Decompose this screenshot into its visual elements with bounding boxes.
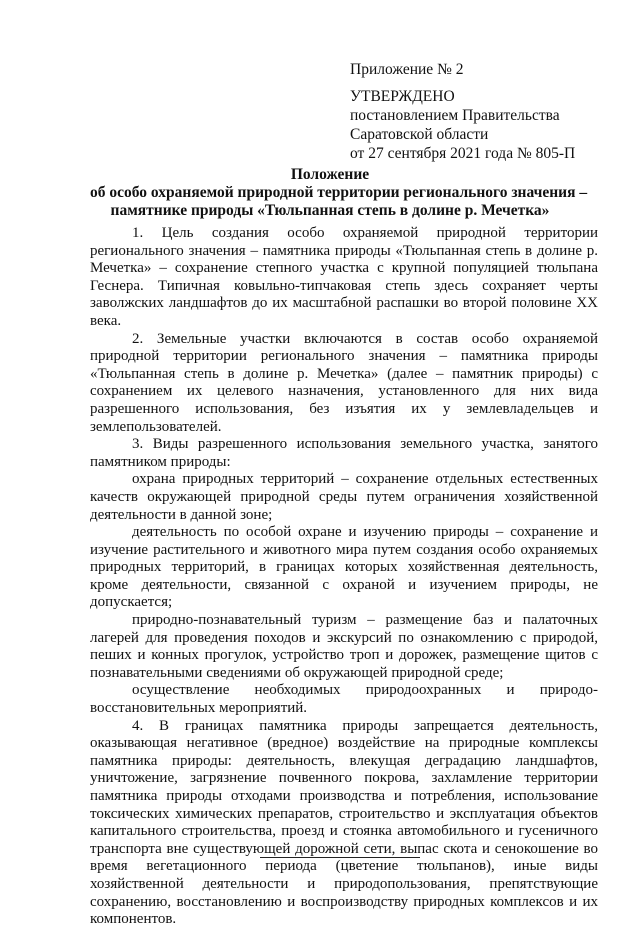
title-line-2: об особо охраняемой природной территории регионального значения – [90,184,588,201]
document-body [90,225,598,929]
paragraph-3: 3. Виды разрешенного использования земельного участка, занятого памятником природы: [90,436,598,470]
approval-line-1: постановлением Правительства [350,107,560,124]
document-title [90,166,588,220]
end-divider [260,857,420,858]
annex-number: Приложение № 2 [350,61,464,78]
title-line-3: памятнике природы «Тюльпанная степь в долине р. Мечетка» [110,202,550,219]
paragraph-1: 1. Цель создания особо охраняемой природной территории регионального значения – памятника природы «Тюльпанная степь в долине р. Мечетка» – сохранение степного участка с крупной популяцией тюльпана Геснера. Типичная ковыльно-типчаковая степь здесь сохраняет черты заволжских ландшафтов до их масштабной распашки во второй половине XX века. [90,225,598,329]
paragraph-2: 2. Земельные участки включаются в состав особо охраняемой природной территории регионального значения – памятника природы «Тюльпанная степь в долине р. Мечетка» (далее – памятник природы) с сохранением их целевого назначения, установленного для них вида разрешенного использования, без изъятия их у землевладельцев и землепользователей. [90,330,598,435]
approval-line-3: от 27 сентября 2021 года № 805-П [350,145,576,162]
list-item-restoration: осуществление необходимых природоохранных и природо-восстановительных мероприятий. [90,682,598,717]
paragraph-4: 4. В границах памятника природы запрещается деятельность, оказывающая негативное (вредное) воздействие на природные комплексы памятника природы: деятельность, влекущая деградацию ландшафтов, уничтожение, загрязнение почвенного покрова, захламление территории памятника природы отходами производства и потребления, использование токсических химических препаратов, строительство и эксплуатация объектов капитального строительства, проезд и стоянка автомобильного и гусеничного транспорта вне существующей дорожной сети, выпас скота и сенокошение во время вегетационного периода (цветение тюльпанов), иные виды хозяйственной деятельности и природопользования, препятствующие сохранению, восстановлению и воспроизводству природных комплексов и их компонентов. [90,717,598,928]
list-item-nature-protection: охрана природных территорий – сохранение отдельных естественных качеств окружающей природной среды путем ограничения хозяйственной деятельности в данной зоне; [90,471,598,523]
title-line-1: Положение [290,166,370,183]
approved-stamp: УТВЕРЖДЕНО [350,88,455,105]
approval-block [350,60,620,163]
approval-line-2: Саратовской области [350,126,489,143]
list-item-eco-tourism: природно-познавательный туризм – размещение баз и палаточных лагерей для проведения походов и экскурсий по ознакомлению с природой, пеших и конных прогулок, устройство троп и дорожек, размещение щитов с познавательными сведениями об окружающей природной среде; [90,612,598,681]
list-item-special-protection: деятельность по особой охране и изучению природы – сохранение и изучение растительного и животного мира путем создания особо охраняемых природных территорий, в границах которых хозяйственная деятельность, кроме деятельности, связанной с охраной и изучением природы, не допускается; [90,524,598,611]
